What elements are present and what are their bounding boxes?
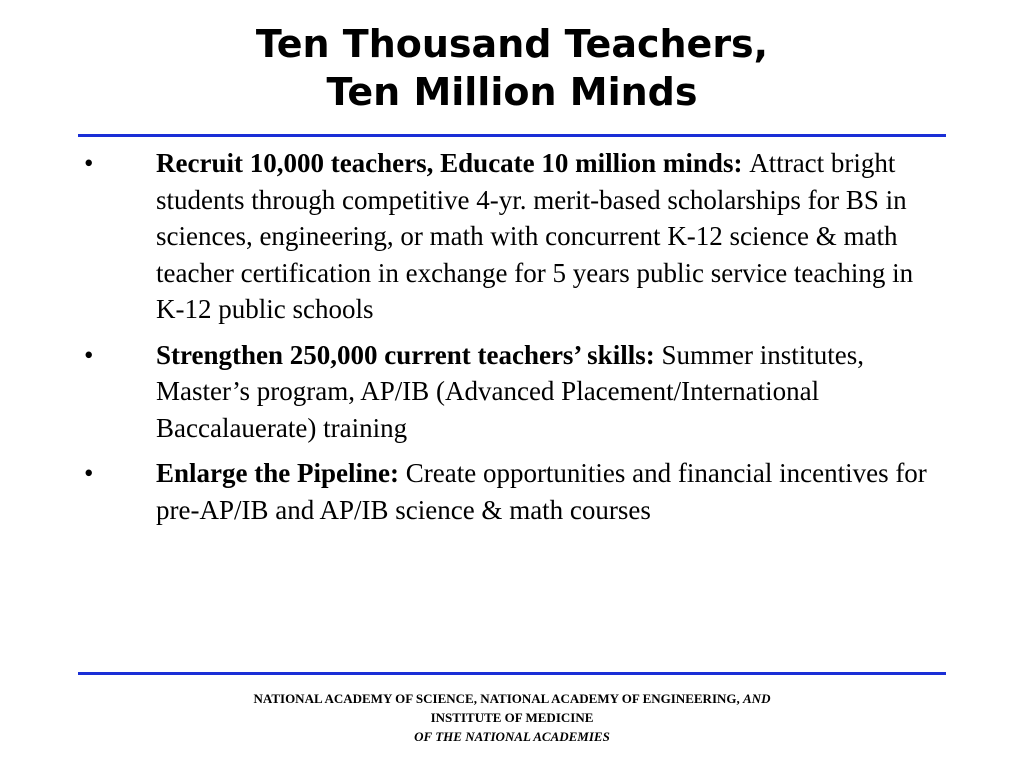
- footer-academies: NATIONAL ACADEMY OF SCIENCE, NATIONAL ACADEMY OF ENGINEERING,: [253, 691, 744, 706]
- top-divider: [78, 134, 946, 137]
- slide-title: [80, 20, 944, 116]
- footer-line-2: INSTITUTE OF MEDICINE: [430, 710, 594, 725]
- slide-title-line-1: Ten Thousand Teachers,: [255, 22, 769, 66]
- slide-title-line-2: Ten Million Minds: [326, 70, 698, 114]
- bottom-divider: [78, 672, 946, 675]
- bullet-item-recruit: [84, 145, 934, 328]
- footer-attribution: [100, 689, 924, 746]
- bullet-heading: Strengthen 250,000 current teachers’ skills:: [156, 339, 662, 370]
- bullet-item-pipeline: [84, 455, 934, 528]
- bullet-icon: •: [84, 458, 94, 488]
- bullet-item-strengthen: [84, 337, 934, 447]
- bullet-icon: •: [84, 148, 94, 178]
- bullet-body: Attract bright students through competitive 4-yr. merit-based scholarships for BS in sciences, engineering, or math with concurrent K-12 science & math teacher certification in exchange for 5 years public service teaching in K-12 public schools: [156, 148, 914, 324]
- footer-line-1: [100, 689, 924, 708]
- bullet-body: Summer institutes, Master’s program, AP/IB (Advanced Placement/International Baccalauerate) training: [156, 339, 864, 443]
- footer-and: AND: [743, 691, 771, 706]
- bullet-icon: •: [84, 339, 94, 370]
- bullet-heading: Recruit 10,000 teachers, Educate 10 million minds:: [156, 148, 750, 178]
- bullet-body: Create opportunities and financial incentives for pre-AP/IB and AP/IB science & math courses: [156, 458, 927, 525]
- bullet-list: [84, 145, 934, 537]
- footer-line-3: OF THE NATIONAL ACADEMIES: [414, 729, 610, 744]
- bullet-heading: Enlarge the Pipeline:: [156, 458, 406, 488]
